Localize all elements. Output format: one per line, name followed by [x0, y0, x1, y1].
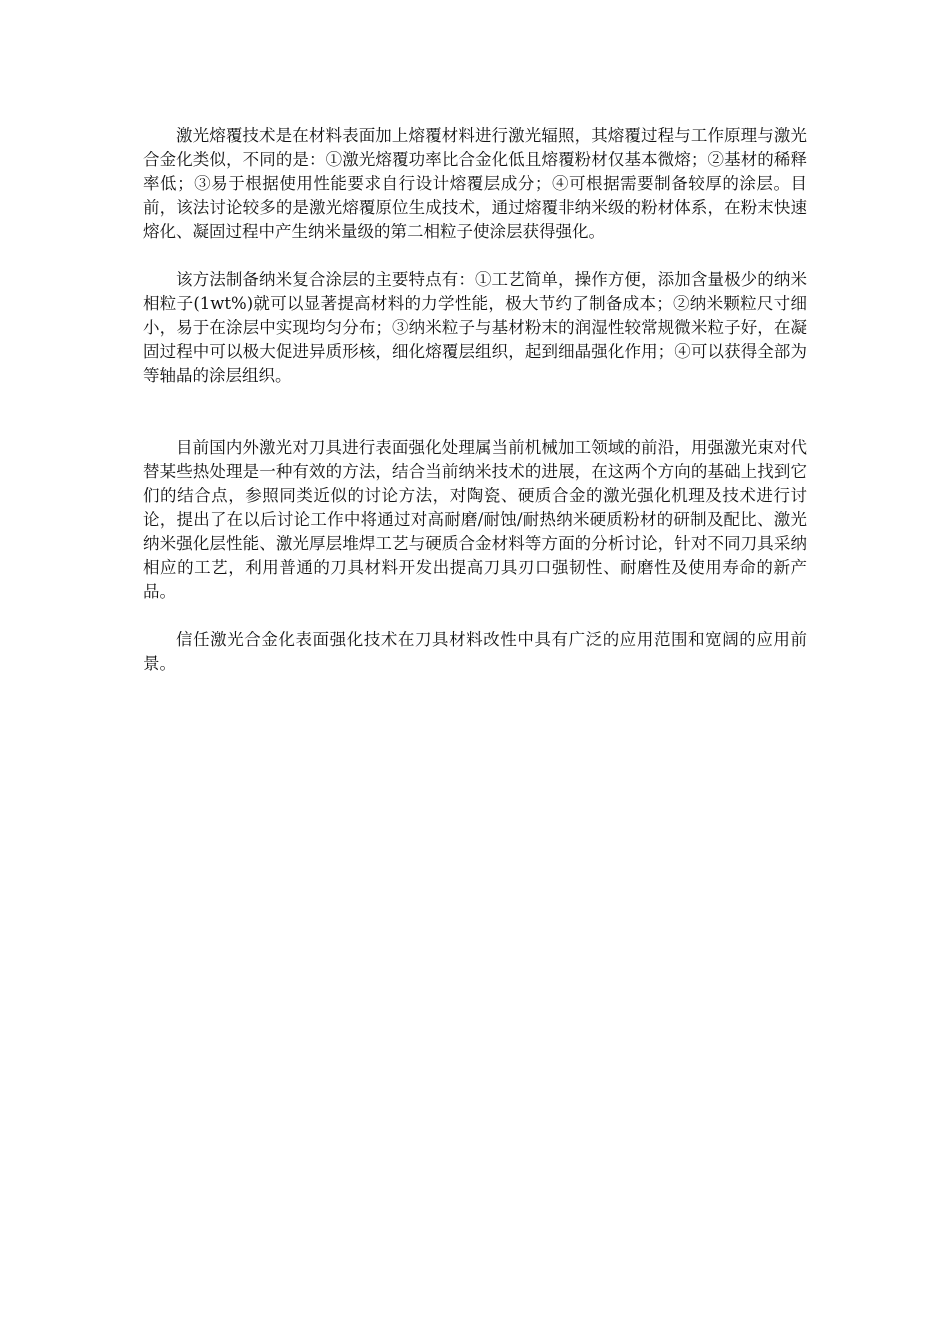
paragraph-laser-cladding: 激光熔覆技术是在材料表面加上熔覆材料进行激光辐照，其熔覆过程与工作原理与激光合金化类似，不同的是：①激光熔覆功率比合金化低且熔覆粉材仅基本微熔；②基材的稀释率低；③易于根据使用性能要求自行设计熔覆层成分；④可根据需要制备较厚的涂层。目前，该法讨论较多的是激光熔覆原位生成技术，通过熔覆非纳米级的粉材体系，在粉末快速熔化、凝固过程中产生纳米量级的第二相粒子使涂层获得强化。 — [143, 126, 807, 241]
paragraph-nano-coating-features: 该方法制备纳米复合涂层的主要特点有：①工艺简单，操作方便，添加含量极少的纳米相粒子(1wt%)就可以显著提高材料的力学性能，极大节约了制备成本；②纳米颗粒尺寸细小，易于在涂层中实现均匀分布；③纳米粒子与基材粉末的润湿性较常规微米粒子好，在凝固过程中可以极大促进异质形核，细化熔覆层组织，起到细晶强化作用；④可以获得全部为等轴晶的涂层组织。 — [143, 270, 807, 385]
paragraph-conclusion: 信任激光合金化表面强化技术在刀具材料改性中具有广泛的应用范围和宽阔的应用前景。 — [143, 630, 807, 673]
document-body — [143, 124, 807, 676]
paragraph-tool-strengthening: 目前国内外激光对刀具进行表面强化处理属当前机械加工领域的前沿，用强激光束对代替某些热处理是一种有效的方法，结合当前纳米技术的进展，在这两个方向的基础上找到它们的结合点，参照同类近似的讨论方法，对陶瓷、硬质合金的激光强化机理及技术进行讨论，提出了在以后讨论工作中将通过对高耐磨/耐蚀/耐热纳米硬质粉材的研制及配比、激光纳米强化层性能、激光厚层堆焊工艺与硬质合金材料等方面的分析讨论，针对不同刀具采纳相应的工艺，利用普通的刀具材料开发出提高刀具刃口强韧性、耐磨性及使用寿命的新产品。 — [143, 438, 807, 601]
